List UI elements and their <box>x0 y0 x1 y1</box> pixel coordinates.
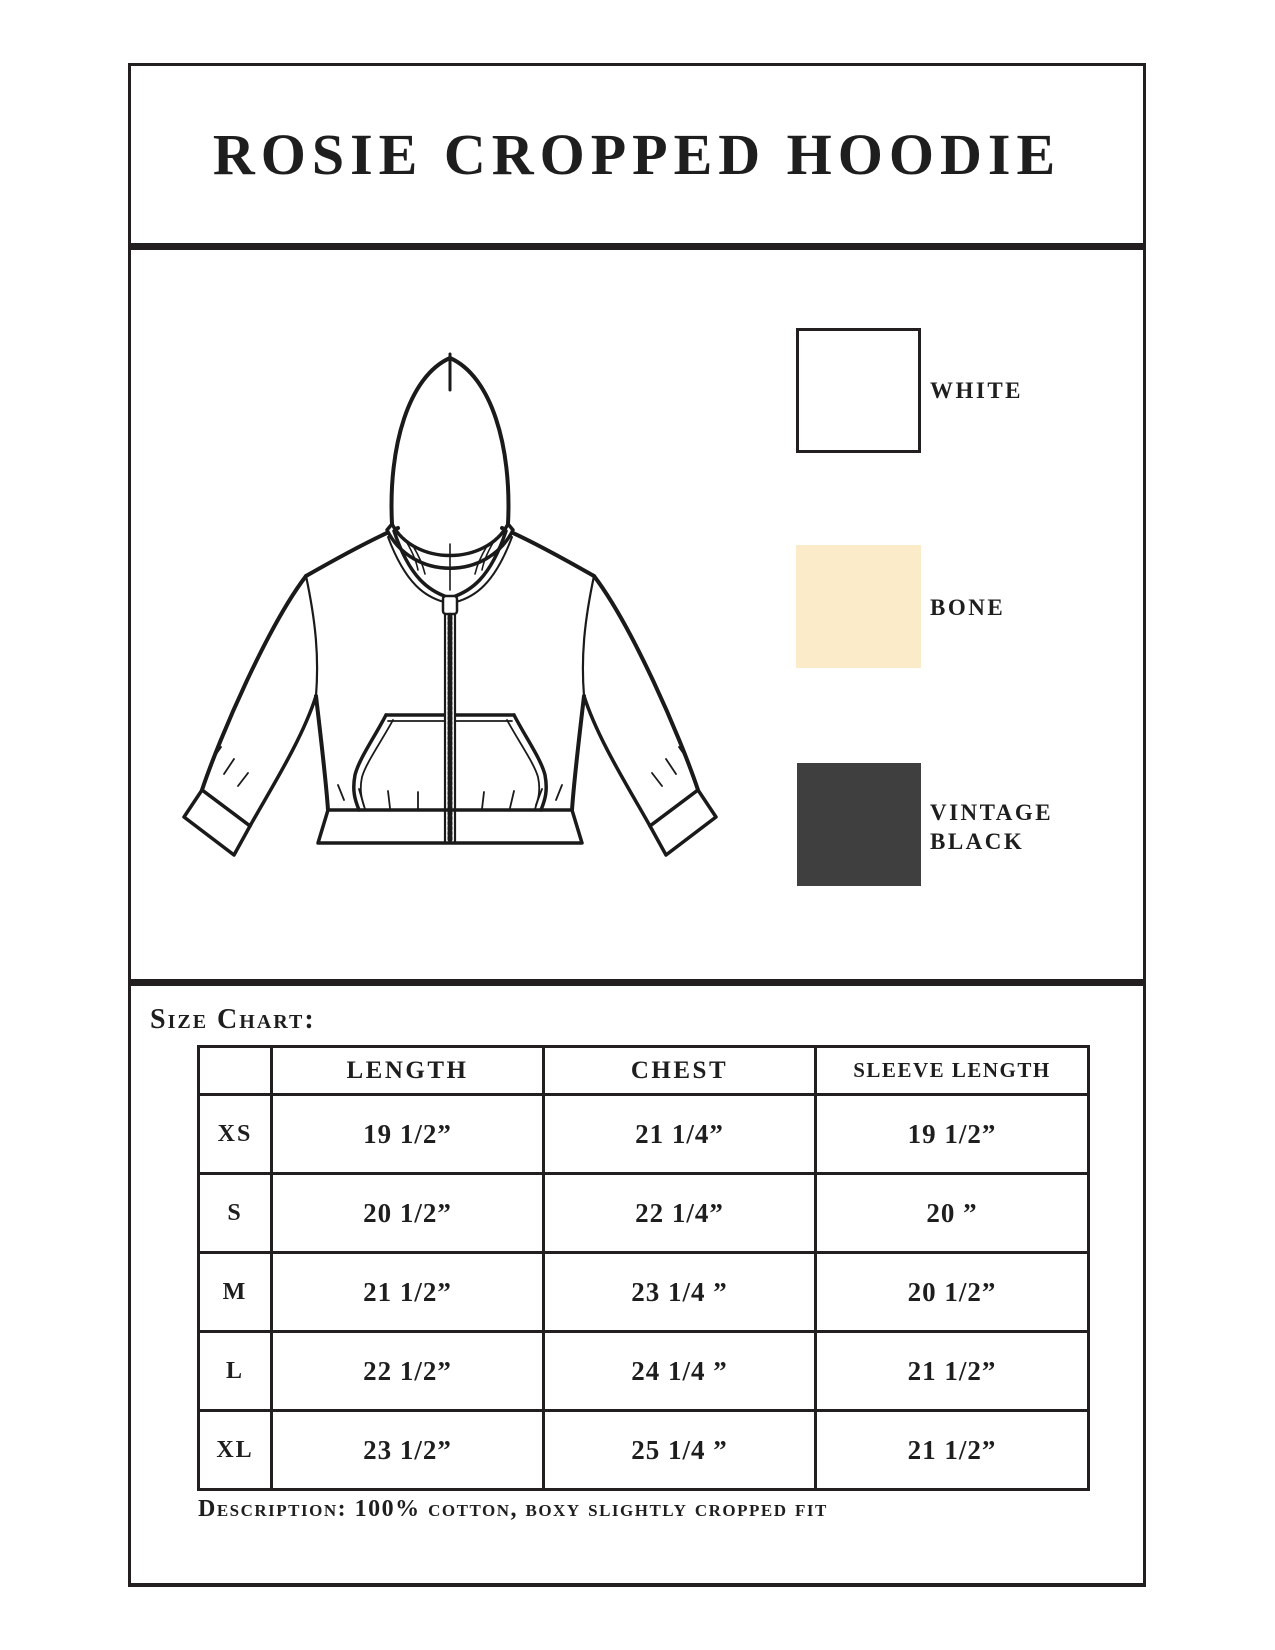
chest-cell: 24 1/4 ” <box>544 1332 816 1411</box>
sleeve-cell: 20 ” <box>816 1174 1089 1253</box>
length-cell: 23 1/2” <box>272 1411 544 1490</box>
size-cell: L <box>199 1332 272 1411</box>
size-cell: XL <box>199 1411 272 1490</box>
color-label-bone: BONE <box>930 595 1006 620</box>
sleeve-cell: 20 1/2” <box>816 1253 1089 1332</box>
chest-cell: 25 1/4 ” <box>544 1411 816 1490</box>
size-chart-heading: Size Chart: <box>150 1004 316 1035</box>
header-chest: CHEST <box>544 1047 816 1095</box>
length-cell: 22 1/2” <box>272 1332 544 1411</box>
table-row-xs <box>199 1095 1089 1174</box>
size-cell: S <box>199 1174 272 1253</box>
length-cell: 20 1/2” <box>272 1174 544 1253</box>
table-row-l <box>199 1332 1089 1411</box>
table-row-s <box>199 1174 1089 1253</box>
color-swatch-white <box>796 328 921 453</box>
chest-cell: 21 1/4” <box>544 1095 816 1174</box>
sleeve-cell: 21 1/2” <box>816 1411 1089 1490</box>
color-label-white: WHITE <box>930 378 1024 403</box>
size-chart-table <box>197 1045 1090 1491</box>
title-box <box>128 63 1146 250</box>
chest-cell: 23 1/4 ” <box>544 1253 816 1332</box>
header-length: LENGTH <box>272 1047 544 1095</box>
table-row-m <box>199 1253 1089 1332</box>
chest-cell: 22 1/4” <box>544 1174 816 1253</box>
size-cell: XS <box>199 1095 272 1174</box>
header-size <box>199 1047 272 1095</box>
sleeve-cell: 19 1/2” <box>816 1095 1089 1174</box>
color-label-vintage-black: VINTAGE BLACK <box>930 800 1054 854</box>
page-title: ROSIE CROPPED HOODIE <box>212 122 1062 187</box>
description-text: Description: 100% cotton, boxy slightly cropped fit <box>198 1496 828 1522</box>
length-cell: 19 1/2” <box>272 1095 544 1174</box>
length-cell: 21 1/2” <box>272 1253 544 1332</box>
size-cell: M <box>199 1253 272 1332</box>
hoodie-flat-sketch-icon <box>158 328 742 866</box>
size-chart-header-row <box>199 1047 1089 1095</box>
table-row-xl <box>199 1411 1089 1490</box>
header-sleeve-length: SLEEVE LENGTH <box>816 1047 1089 1095</box>
color-swatch-bone <box>796 545 921 668</box>
color-swatch-vintage-black <box>797 763 921 886</box>
sleeve-cell: 21 1/2” <box>816 1332 1089 1411</box>
